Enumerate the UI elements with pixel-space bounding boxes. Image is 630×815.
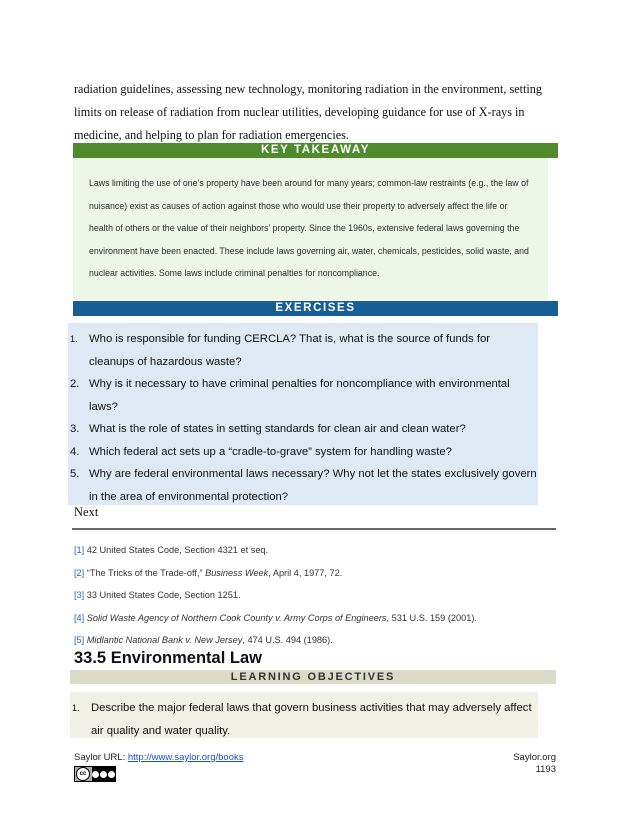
footer-page-info <box>513 752 556 776</box>
key-takeaway-header: KEY TAKEAWAY <box>73 143 558 158</box>
divider <box>72 528 556 530</box>
exercise-item <box>68 418 538 441</box>
noncommercial-icon <box>100 771 107 778</box>
saylor-books-link[interactable]: http://www.saylor.org/books <box>127 752 244 763</box>
exercise-number: 1. <box>70 334 78 344</box>
footnote-ref-link[interactable]: [4] <box>74 613 85 623</box>
next-link[interactable]: Next <box>74 505 99 519</box>
objective-item <box>70 697 538 742</box>
exercise-item <box>68 441 538 464</box>
objective-text: Describe the major federal laws that govern business activities that may adversely affect air quality and water quality. <box>91 702 532 737</box>
footnote-ref-link[interactable]: [2] <box>74 568 85 578</box>
license-labels <box>92 767 115 781</box>
footnote-ref-link[interactable]: [5] <box>74 635 85 645</box>
learning-objectives-header: LEARNING OBJECTIVES <box>70 670 556 684</box>
exercise-text: Who is responsible for funding CERCLA? That is, what is the source of funds for cleanups of hazardous waste? <box>89 333 491 368</box>
creative-commons-license-icon[interactable] <box>74 766 116 782</box>
exercise-item <box>68 463 538 508</box>
objective-number: 1. <box>72 703 80 713</box>
footer-site: Saylor.org <box>513 752 556 763</box>
exercise-number: 5. <box>70 468 80 480</box>
page-number: 1193 <box>535 764 556 775</box>
footnote: [3] 33 United States Code, Section 1251. <box>74 590 241 600</box>
footnote-ref-link[interactable]: [1] <box>74 545 85 555</box>
footnote: [5] Midlantic National Bank v. New Jersey, 474 U.S. 494 (1986). <box>74 635 333 645</box>
exercise-item <box>68 328 538 373</box>
footer-url: Saylor URL: http://www.saylor.org/books <box>74 752 244 763</box>
exercises-header: EXERCISES <box>73 301 558 316</box>
footnote: [1] 42 United States Code, Section 4321 et seq. <box>74 545 269 555</box>
exercise-text: Why are federal environmental laws necessary? Why not let the states exclusively govern in the area of environmental protection? <box>89 468 537 503</box>
intro-paragraph: radiation guidelines, assessing new technology, monitoring radiation in the environment, setting limits on release of radiation from nuclear utilities, developing guidance for use of X-rays in medicine, and helping to plan for radiation emergencies. <box>74 82 542 142</box>
exercise-number: 3. <box>70 423 80 435</box>
exercise-text: Which federal act sets up a “cradle-to-grave” system for handling waste? <box>89 446 452 458</box>
cc-logo-icon: cc <box>76 767 90 781</box>
footnote: [2] “The Tricks of the Trade-off,” Business Week, April 4, 1977, 72. <box>74 568 343 578</box>
exercise-text: What is the role of states in setting standards for clean air and clean water? <box>89 423 466 435</box>
sharealike-icon <box>108 771 115 778</box>
footnote-ref-link[interactable]: [3] <box>74 590 85 600</box>
exercise-text: Why is it necessary to have criminal penalties for noncompliance with environmental laws? <box>89 378 510 413</box>
footnote: [4] Solid Waste Agency of Northern Cook County v. Army Corps of Engineers, 531 U.S. 159 (2001). <box>74 613 477 623</box>
exercise-item <box>68 373 538 418</box>
key-takeaway-text: Laws limiting the use of one’s property have been around for many years; common-law restraints (e.g., the law of nuisance) exist as causes of action against those who would use their property to adversely affect the life or health of others or the value of their neighbors’ property. Since the 1960s, extensive federal laws governing the environment have been enacted. These include laws governing air, water, chemicals, pesticides, solid waste, and nuclear activities. Some laws include criminal penalties for noncompliance. <box>89 178 529 279</box>
exercise-number: 4. <box>70 446 80 458</box>
exercise-number: 2. <box>70 378 80 390</box>
section-title: 33.5 Environmental Law <box>74 649 262 667</box>
by-attribution-icon <box>92 771 99 778</box>
